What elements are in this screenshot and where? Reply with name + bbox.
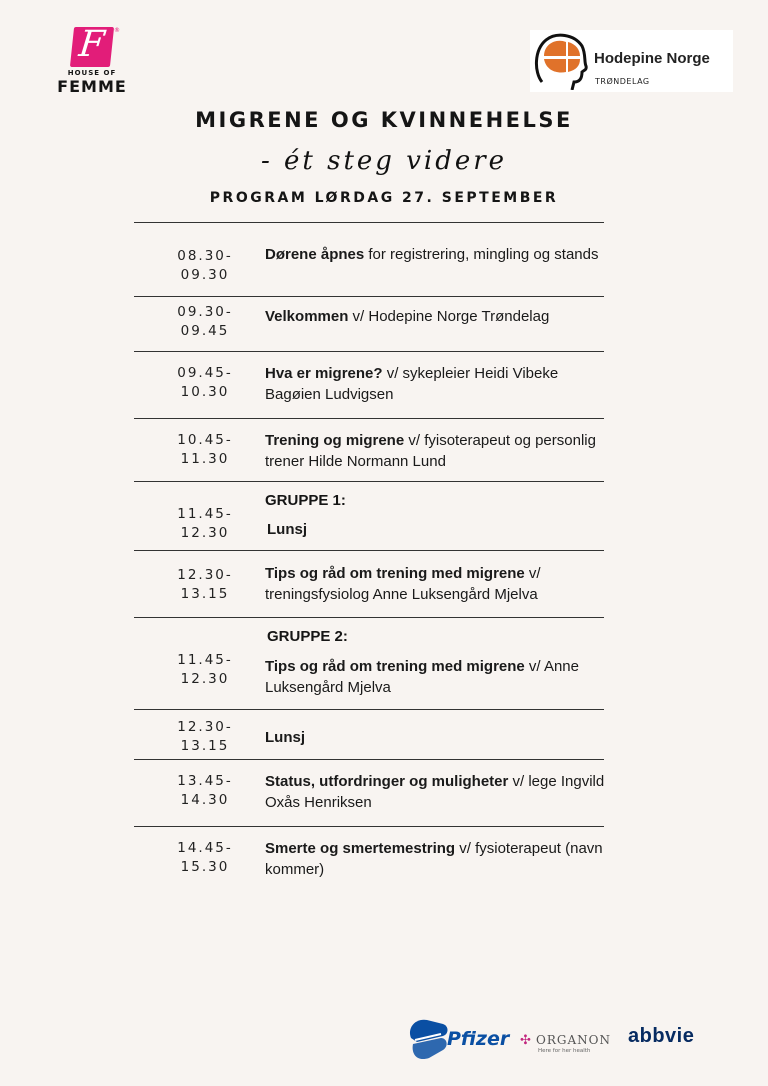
- schedule-item: Lunsj: [265, 729, 305, 746]
- time-slot: 10.45- 11.30: [177, 432, 233, 467]
- time-slot: 11.45- 12.30: [177, 506, 233, 541]
- divider: [134, 222, 604, 223]
- schedule-item: Tips og råd om trening med migrene v/ treningsfysiolog Anne Luksengård Mjelva: [265, 565, 541, 603]
- divider: [134, 351, 604, 352]
- schedule-item: Lunsj: [267, 521, 307, 538]
- group-label: GRUPPE 2:: [267, 628, 348, 645]
- page-title: MIGRENE OG KVINNEHELSE: [195, 108, 573, 132]
- divider: [134, 709, 604, 710]
- divider: [134, 759, 604, 760]
- divider: [134, 826, 604, 827]
- hodepine-norge-logo: [530, 30, 733, 92]
- time-slot: 12.30- 13.15: [177, 719, 233, 754]
- hodepine-title: Hodepine Norge: [594, 50, 710, 67]
- logo-small-text: HOUSE OF: [67, 69, 117, 77]
- divider: [134, 550, 604, 551]
- pfizer-pill-icon: [405, 1016, 449, 1062]
- schedule-item: Dørene åpnes for registrering, mingling og stands: [265, 246, 599, 263]
- schedule-item: Smerte og smertemestring v/ fysioterapeut (navn kommer): [265, 840, 603, 878]
- pfizer-wordmark: Pfizer: [447, 1028, 510, 1050]
- house-of-femme-logo: F ® HOUSE OF FEMME: [52, 27, 132, 97]
- time-slot: 09.30- 09.45: [177, 304, 233, 339]
- time-slot: 13.45- 14.30: [177, 773, 233, 808]
- program-date: PROGRAM LØRDAG 27. SEPTEMBER: [209, 190, 559, 206]
- time-slot: 08.30- 09.30: [177, 248, 233, 283]
- logo-big-text: FEMME: [57, 77, 127, 96]
- schedule-item: Status, utfordringer og muligheter v/ lege Ingvild Oxås Henriksen: [265, 773, 605, 811]
- time-slot: 14.45- 15.30: [177, 840, 233, 875]
- page-subtitle: - ét steg videre: [260, 146, 508, 176]
- organon-wordmark: ORGANON: [536, 1033, 611, 1047]
- schedule-item: Velkommen v/ Hodepine Norge Trøndelag: [265, 308, 550, 325]
- schedule-item: Hva er migrene? v/ sykepleier Heidi Vibeke Bagøien Ludvigsen: [265, 365, 559, 403]
- organon-logo: [520, 1030, 622, 1058]
- divider: [134, 296, 604, 297]
- femme-mark: F: [70, 27, 114, 67]
- group-label: GRUPPE 1:: [265, 492, 346, 509]
- time-slot: 09.45- 10.30: [177, 365, 233, 400]
- divider: [134, 418, 604, 419]
- hodepine-subtitle: TRØNDELAG: [595, 77, 650, 86]
- schedule-item: Tips og råd om trening med migrene v/ Anne Luksengård Mjelva: [265, 658, 579, 696]
- abbvie-logo: abbvie: [628, 1025, 695, 1047]
- organon-tagline: Here for her health: [538, 1048, 591, 1054]
- head-profile-icon: [532, 32, 588, 90]
- divider: [134, 481, 604, 482]
- time-slot: 12.30- 13.15: [177, 567, 233, 602]
- schedule-item: Trening og migrene v/ fyisoterapeut og personlig trener Hilde Normann Lund: [265, 432, 596, 470]
- time-slot: 11.45- 12.30: [177, 652, 233, 687]
- divider: [134, 617, 604, 618]
- organon-flower-icon: ✣: [520, 1033, 531, 1048]
- pfizer-logo: [405, 1016, 515, 1062]
